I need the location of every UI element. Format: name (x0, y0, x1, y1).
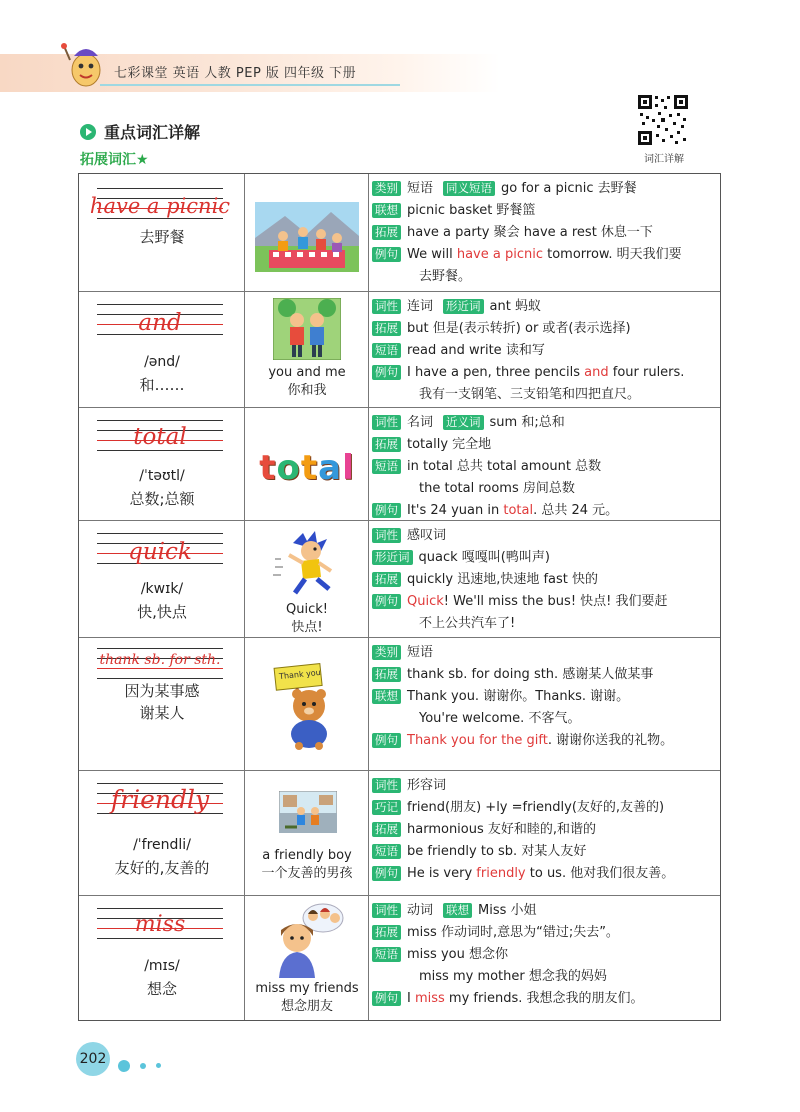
detail-text: Quick! We'll miss the bus! 快点! 我们要赶 (407, 594, 668, 609)
detail-text: It's 24 yuan in total. 总共 24 元。 (407, 503, 619, 518)
label-tag: 拓展 (372, 925, 401, 940)
label-tag: 例句 (372, 503, 401, 518)
qr-caption: 词汇详解 (644, 154, 684, 165)
vocab-row (79, 174, 720, 291)
detail-text: 连词 (407, 299, 434, 314)
label-tag: 短语 (372, 844, 401, 859)
highlight-word: have a picnic (456, 247, 543, 262)
label-tag: 例句 (372, 733, 401, 748)
sign-text: Thank you (278, 667, 322, 682)
highlight-word: friendly (476, 866, 526, 881)
detail-text: 感叹词 (407, 528, 447, 543)
vocab-word: thank sb. for sth. (99, 652, 221, 668)
play-icon (80, 124, 96, 140)
detail-cell (369, 638, 720, 770)
label-tag: 短语 (372, 459, 401, 474)
detail-text: picnic basket 野餐篮 (407, 203, 536, 218)
meaning: 快,快点 (137, 603, 187, 621)
meaning: 想念 (146, 980, 177, 998)
meaning: 和…… (139, 376, 185, 394)
detail-text: read and write 读和写 (407, 343, 545, 358)
detail-text: 短语 (407, 181, 434, 196)
detail-line (372, 319, 720, 338)
label-tag: 拓展 (372, 572, 401, 587)
detail-text: He is very friendly to us. 他对我们很友善。 (407, 866, 675, 881)
vocab-word: quick (128, 539, 192, 565)
vocab-word: have a picnic (89, 194, 231, 218)
detail-line (372, 457, 720, 476)
vocab-word: total (133, 424, 187, 450)
detail-cell (369, 521, 720, 637)
label-tag: 例句 (372, 247, 401, 262)
picture-caption: Quick! 快点! (286, 602, 328, 635)
picture-cell (245, 896, 369, 1020)
vocab-row (79, 637, 720, 770)
detail-text: but 但是(表示转折) or 或者(表示选择) (407, 321, 631, 336)
detail-line (372, 820, 720, 839)
detail-continuation: 去野餐。 (419, 269, 472, 284)
vocab-row (79, 770, 720, 895)
label-tag: 联想 (372, 203, 401, 218)
label-tag: 词性 (372, 778, 401, 793)
qr-code-icon[interactable] (637, 94, 689, 146)
detail-continuation: the total rooms 房间总数 (419, 481, 575, 496)
detail-line (372, 592, 720, 611)
detail-text: ant 蚂蚁 (489, 299, 541, 314)
detail-line (372, 570, 720, 589)
detail-text: Thank you for the gift. 谢谢你送我的礼物。 (407, 733, 674, 748)
picture-caption: a friendly boy 一个友善的男孩 (261, 848, 353, 881)
detail-text: harmonious 友好和睦的,和谐的 (407, 822, 597, 837)
detail-line (372, 435, 720, 454)
label-tag: 类别 (372, 645, 401, 660)
phonetic: /ənd/ (144, 354, 180, 370)
page-dots (118, 1055, 166, 1074)
phonetic: /ˈfrendli/ (133, 837, 191, 853)
detail-line (372, 776, 720, 795)
detail-text: We will have a picnic tomorrow. 明天我们要 (407, 247, 682, 262)
label-tag: 例句 (372, 866, 401, 881)
detail-text: 短语 (407, 645, 434, 660)
label-tag: 词性 (372, 903, 401, 918)
label-tag: 联想 (443, 903, 472, 918)
section-title-text: 重点词汇详解 (104, 123, 201, 142)
label-tag: 形近词 (443, 299, 484, 314)
detail-text: I miss my friends. 我想念我的朋友们。 (407, 991, 644, 1006)
detail-line (372, 341, 720, 360)
dot (118, 1060, 130, 1072)
meaning: 友好的,友善的 (114, 859, 210, 877)
detail-text: quickly 迅速地,快速地 fast 快的 (407, 572, 599, 587)
meaning: 去野餐 (139, 228, 185, 246)
word-cell (79, 896, 245, 1020)
detail-continuation: You're welcome. 不客气。 (419, 711, 581, 726)
detail-line (372, 526, 720, 545)
picture-cell (245, 638, 369, 770)
word-cell (79, 174, 245, 291)
detail-line (372, 548, 720, 567)
detail-text: thank sb. for doing sth. 感谢某人做某事 (407, 667, 654, 682)
detail-text: Miss 小姐 (478, 903, 537, 918)
vocab-row (79, 291, 720, 407)
detail-text: quack 嘎嘎叫(鸭叫声) (418, 550, 550, 565)
phonetic: /mɪs/ (144, 958, 180, 974)
label-tag: 拓展 (372, 225, 401, 240)
highlight-word: total (503, 503, 534, 518)
detail-line (372, 923, 720, 942)
detail-line (372, 687, 720, 706)
detail-cell (369, 408, 720, 520)
detail-text: friend(朋友) +ly =friendly(友好的,友善的) (407, 800, 665, 815)
word-cell (79, 292, 245, 407)
detail-text: 形容词 (407, 778, 447, 793)
vocab-word: and (138, 310, 182, 336)
detail-line (372, 864, 720, 883)
detail-line (372, 413, 720, 432)
picture-cell (245, 174, 369, 291)
word-cell (79, 771, 245, 895)
detail-line (372, 731, 720, 750)
label-tag: 联想 (372, 689, 401, 704)
detail-cell (369, 174, 720, 291)
detail-text: have a party 聚会 have a rest 休息一下 (407, 225, 653, 240)
detail-text: totally 完全地 (407, 437, 492, 452)
vocab-row (79, 895, 720, 1020)
detail-cell (369, 771, 720, 895)
vocabulary-table (78, 173, 721, 1021)
section-subtitle: 拓展词汇★ (80, 152, 149, 168)
label-tag: 类别 (372, 181, 401, 196)
detail-cell (369, 292, 720, 407)
label-tag: 巧记 (372, 800, 401, 815)
detail-line (372, 245, 720, 264)
label-tag: 例句 (372, 365, 401, 380)
detail-text: in total 总共 total amount 总数 (407, 459, 602, 474)
detail-text: miss you 想念你 (407, 947, 508, 962)
label-tag: 词性 (372, 415, 401, 430)
detail-line (372, 223, 720, 242)
detail-text: 名词 (407, 415, 434, 430)
detail-line (372, 363, 720, 382)
label-tag: 拓展 (372, 667, 401, 682)
detail-line (372, 665, 720, 684)
detail-continuation: 我有一支钢笔、三支铅笔和四把直尺。 (419, 387, 641, 402)
phonetic: /kwɪk/ (140, 581, 184, 597)
detail-text: 动词 (407, 903, 434, 918)
page-number: 202 (76, 1042, 110, 1076)
label-tag: 例句 (372, 594, 401, 609)
highlight-word: Quick (407, 594, 444, 609)
label-tag: 近义词 (443, 415, 484, 430)
label-tag: 拓展 (372, 822, 401, 837)
vocab-word: miss (134, 912, 186, 937)
label-tag: 同义短语 (443, 181, 495, 196)
picture-cell (245, 521, 369, 637)
picture-caption: you and me 你和我 (268, 365, 346, 398)
detail-line (372, 179, 720, 198)
vocab-row (79, 520, 720, 637)
detail-text: Thank you. 谢谢你。Thanks. 谢谢。 (407, 689, 630, 704)
mascot-icon (60, 40, 110, 90)
detail-line (372, 901, 720, 920)
label-tag: 词性 (372, 528, 401, 543)
detail-line (372, 945, 720, 964)
detail-continuation: miss my mother 想念我的妈妈 (419, 969, 607, 984)
detail-line (372, 501, 720, 520)
meaning: 总数;总额 (129, 490, 195, 508)
picture-cell (245, 771, 369, 895)
detail-line (372, 643, 720, 662)
detail-cell (369, 896, 720, 1020)
series-title: 七彩课堂 英语 人教 PEP 版 四年级 下册 (114, 66, 357, 81)
label-tag: 短语 (372, 343, 401, 358)
vocab-row (79, 407, 720, 520)
dot (140, 1063, 146, 1069)
word-cell (79, 408, 245, 520)
picture-cell (245, 292, 369, 407)
word-cell (79, 521, 245, 637)
meaning: 因为某事感 谢某人 (124, 682, 200, 722)
vocab-word: friendly (110, 785, 210, 814)
detail-line (372, 201, 720, 220)
detail-text: sum 和;总和 (489, 415, 565, 430)
label-tag: 拓展 (372, 437, 401, 452)
detail-line (372, 989, 720, 1008)
label-tag: 词性 (372, 299, 401, 314)
label-tag: 例句 (372, 991, 401, 1006)
label-tag: 短语 (372, 947, 401, 962)
detail-text: miss 作动词时,意思为“错过;失去”。 (407, 925, 619, 940)
section-title (80, 120, 200, 143)
detail-text: I have a pen, three pencils and four rulers. (407, 365, 685, 380)
highlight-word: Thank you for the gift (407, 733, 548, 748)
label-tag: 形近词 (372, 550, 413, 565)
label-tag: 拓展 (372, 321, 401, 336)
highlight-word: and (584, 365, 609, 380)
detail-line (372, 798, 720, 817)
detail-line (372, 842, 720, 861)
phonetic: /ˈtəʊtl/ (139, 468, 185, 484)
picture-caption: miss my friends 想念朋友 (255, 981, 359, 1014)
detail-text: be friendly to sb. 对某人友好 (407, 844, 587, 859)
detail-line (372, 297, 720, 316)
word-cell (79, 638, 245, 770)
header-rule (100, 84, 400, 86)
detail-text: go for a picnic 去野餐 (501, 181, 637, 196)
detail-continuation: 不上公共汽车了! (419, 616, 516, 631)
highlight-word: miss (414, 991, 445, 1006)
dot (156, 1063, 161, 1068)
picture-cell (245, 408, 369, 520)
total-illustration: total (259, 448, 355, 488)
